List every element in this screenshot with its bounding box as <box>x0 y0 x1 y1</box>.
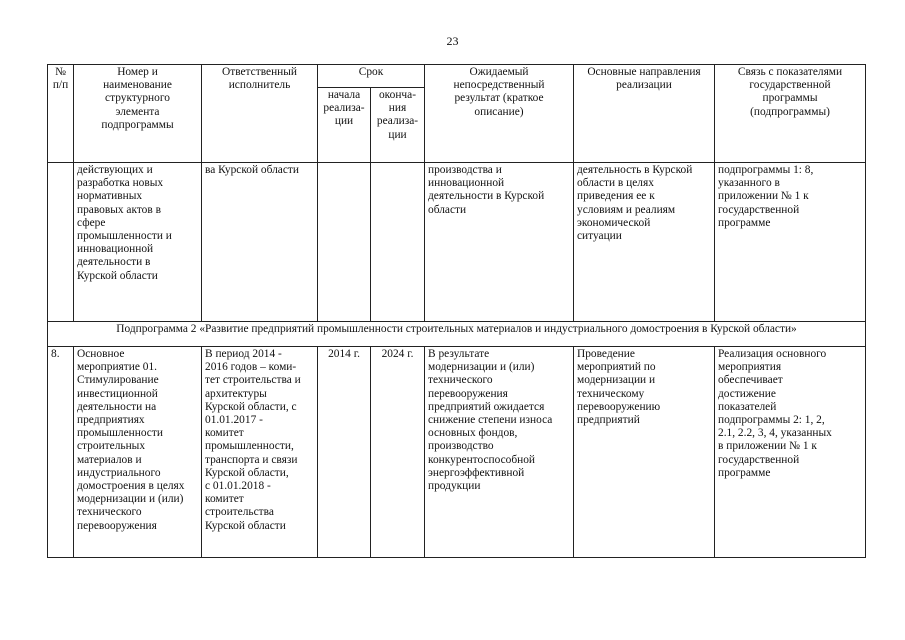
cell-executor: В период 2014 - 2016 годов – коми- тет строительства и архитектуры Курской области, с 01.01.2017 - комитет промышленности, транспорта и связи Курской области, с 01.01.2018 - комитет строительства Курской области <box>202 347 318 558</box>
subprogram-title: Подпрограмма 2 «Развитие предприятий промышленности строительных материалов и индустриального домостроения в Курской области» <box>48 322 866 347</box>
cell-indicator-link: подпрограммы 1: 8, указанного в приложении № 1 к государственной программе <box>715 163 866 322</box>
cell-indicator-link: Реализация основного мероприятия обеспечивает достижение показателей подпрограммы 2: 1, 2, 2.1, 2.2, 3, 4, указанных в приложении № 1 к государственной программе <box>715 347 866 558</box>
cell-element-name: действующих и разработка новых нормативных правовых актов в сфере промышленности и инновационной деятельности в Курской области <box>74 163 202 322</box>
table-row-continuation <box>48 163 866 322</box>
cell-element-name: Основное мероприятие 01. Стимулирование инвестиционной деятельности на предприятиях промышленности строительных материалов и индустриального домостроения в целях модернизации и (или) технического перевооружения <box>74 347 202 558</box>
cell-expected-result: производства и инновационной деятельности в Курской области <box>425 163 574 322</box>
header-term: Срок <box>318 65 425 88</box>
cell-executor: ва Курской области <box>202 163 318 322</box>
header-term-start: начала реализа- ции <box>318 88 371 163</box>
table-row-8 <box>48 347 866 558</box>
cell-main-directions: деятельность в Курской области в целях приведения ее к условиям и реалиям экономической ситуации <box>574 163 715 322</box>
cell-term-end <box>371 163 425 322</box>
cell-term-end: 2024 г. <box>371 347 425 558</box>
cell-term-start <box>318 163 371 322</box>
cell-term-start: 2014 г. <box>318 347 371 558</box>
cell-expected-result: В результате модернизации и (или) технического перевооружения предприятий ожидается снижение степени износа основных фондов, производство конкурентоспособной энергоэффективной продукции <box>425 347 574 558</box>
cell-num: 8. <box>48 347 74 558</box>
header-main-directions: Основные направления реализации <box>574 65 715 163</box>
subprogram-row <box>48 322 866 347</box>
header-term-end: оконча- ния реализа- ции <box>371 88 425 163</box>
header-row <box>48 65 866 88</box>
header-element-name: Номер и наименование структурного элемента подпрограммы <box>74 65 202 163</box>
program-table <box>47 64 866 558</box>
header-indicator-link: Связь с показателями государственной программы (подпрограммы) <box>715 65 866 163</box>
header-executor: Ответственный исполнитель <box>202 65 318 163</box>
page-number: 23 <box>446 34 459 48</box>
header-expected-result: Ожидаемый непосредственный результат (краткое описание) <box>425 65 574 163</box>
cell-num <box>48 163 74 322</box>
cell-main-directions: Проведение мероприятий по модернизации и техническому перевооружению предприятий <box>574 347 715 558</box>
header-num: № п/п <box>48 65 74 163</box>
